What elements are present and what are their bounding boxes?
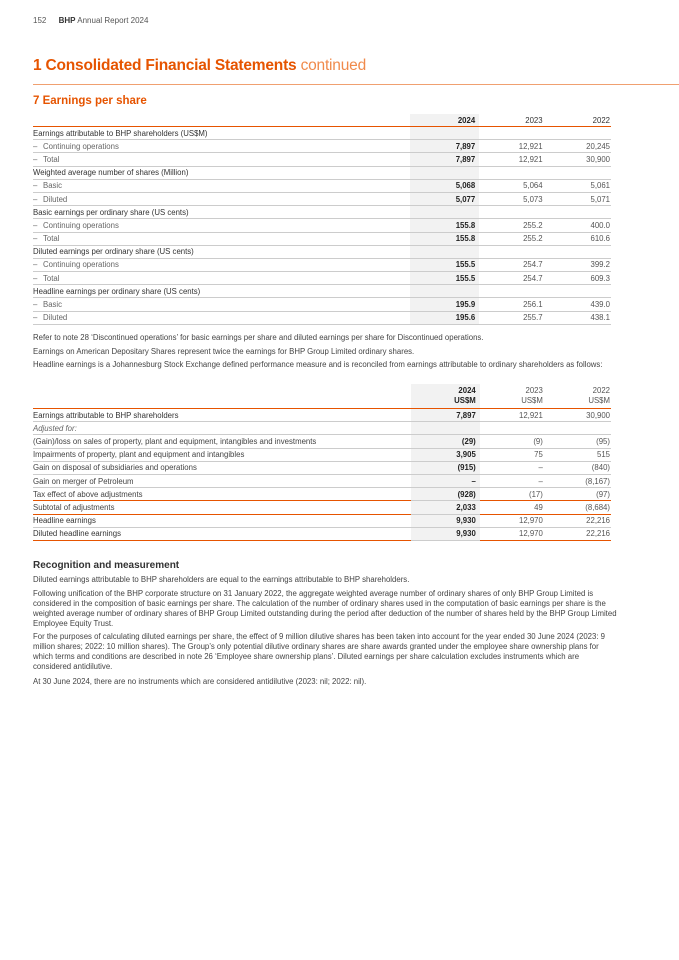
table-header-row — [33, 384, 611, 409]
table-row — [33, 298, 611, 311]
page-header — [33, 16, 148, 25]
table-row — [33, 127, 611, 140]
table-row — [33, 527, 611, 540]
table-row — [33, 192, 611, 205]
cell-value: (17) — [480, 488, 547, 501]
table-row — [33, 258, 611, 271]
cell-value: 20,245 — [547, 140, 611, 153]
row-label-text: Total — [43, 234, 60, 244]
cell-value: 7,897 — [411, 409, 480, 422]
table-header-row — [33, 114, 611, 127]
cell-value: (97) — [547, 488, 611, 501]
row-label — [33, 232, 410, 245]
row-label — [33, 272, 410, 285]
dash-marker: – — [33, 181, 38, 191]
cell-value — [547, 422, 611, 435]
cell-value: 12,970 — [480, 527, 547, 540]
section-continued: continued — [300, 57, 366, 74]
column-header-2022: 2022 — [547, 114, 611, 127]
dash-marker: – — [33, 313, 38, 323]
row-label: Earnings attributable to BHP shareholders (US$M) — [33, 127, 410, 140]
recognition-paragraph: Diluted earnings attributable to BHP shareholders are equal to the earnings attributable to BHP shareholders. — [33, 575, 410, 584]
row-label: (Gain)/loss on sales of property, plant and equipment, intangibles and investments — [33, 435, 411, 448]
cell-value: (915) — [411, 461, 480, 474]
row-label: Tax effect of above adjustments — [33, 488, 411, 501]
row-label: Impairments of property, plant and equipment and intangibles — [33, 448, 411, 461]
cell-value: 155.5 — [410, 258, 479, 271]
dash-marker: – — [33, 154, 38, 164]
cell-value: 155.5 — [410, 272, 479, 285]
cell-value — [547, 166, 611, 179]
cell-value — [410, 166, 479, 179]
table-row — [33, 311, 611, 324]
row-label: Basic earnings per ordinary share (US cents) — [33, 206, 410, 219]
cell-value: (8,684) — [547, 501, 611, 514]
row-label-text: Diluted — [43, 194, 68, 204]
row-label: Subtotal of adjustments — [33, 501, 411, 514]
table-row — [33, 153, 611, 166]
cell-value: 400.0 — [547, 219, 611, 232]
headline-earnings-table — [33, 384, 611, 541]
section-title — [33, 57, 366, 75]
cell-value: 610.6 — [547, 232, 611, 245]
cell-value — [547, 245, 611, 258]
column-header-2024: 2024 — [410, 114, 479, 127]
cell-value: – — [480, 461, 547, 474]
cell-value — [547, 127, 611, 140]
cell-value: 12,921 — [480, 409, 547, 422]
table-row — [33, 206, 611, 219]
cell-value — [410, 127, 479, 140]
row-label-text: Continuing operations — [43, 141, 119, 151]
cell-value: 515 — [547, 448, 611, 461]
dash-marker: – — [33, 220, 38, 230]
row-label — [33, 153, 410, 166]
row-label: Headline earnings — [33, 514, 411, 527]
cell-value: 30,900 — [547, 153, 611, 166]
cell-value — [479, 127, 546, 140]
table-row — [33, 285, 611, 298]
row-label — [33, 192, 410, 205]
cell-value: 5,073 — [479, 192, 546, 205]
table-row — [33, 166, 611, 179]
row-label — [33, 219, 410, 232]
cell-value: 5,064 — [479, 179, 546, 192]
table-row — [33, 435, 611, 448]
row-label — [33, 140, 410, 153]
row-label: Earnings attributable to BHP shareholders — [33, 409, 411, 422]
section-title-text: 1 Consolidated Financial Statements — [33, 57, 297, 74]
cell-value: – — [411, 474, 480, 487]
note-paragraph: Refer to note 28 ‘Discontinued operations’ for basic earnings per share and diluted earnings per share for Discontinued operations. — [33, 333, 484, 342]
eps-table — [33, 114, 611, 325]
row-label — [33, 179, 410, 192]
cell-value: 5,071 — [547, 192, 611, 205]
cell-value — [479, 166, 546, 179]
cell-value: 7,897 — [410, 140, 479, 153]
cell-value: 195.9 — [410, 298, 479, 311]
cell-value: 7,897 — [410, 153, 479, 166]
table-row — [33, 140, 611, 153]
cell-value: 49 — [480, 501, 547, 514]
cell-value: (928) — [411, 488, 480, 501]
cell-value — [547, 285, 611, 298]
column-header-2024: 2024 US$M — [411, 384, 480, 409]
cell-value: 155.8 — [410, 232, 479, 245]
cell-value: 255.2 — [479, 232, 546, 245]
cell-value: (9) — [480, 435, 547, 448]
note-paragraph: Earnings on American Depositary Shares represent twice the earnings for BHP Group Limited ordinary shares. — [33, 347, 415, 356]
page-number: 152 — [33, 16, 47, 25]
cell-value — [479, 245, 546, 258]
cell-value: 254.7 — [479, 272, 546, 285]
row-label: Adjusted for: — [33, 422, 411, 435]
cell-value — [480, 422, 547, 435]
cell-value: 5,068 — [410, 179, 479, 192]
cell-value: 255.2 — [479, 219, 546, 232]
dash-marker: – — [33, 234, 38, 244]
cell-value: 439.0 — [547, 298, 611, 311]
cell-value — [479, 285, 546, 298]
cell-value: 3,905 — [411, 448, 480, 461]
row-label-text: Basic — [43, 300, 63, 310]
row-label: Headline earnings per ordinary share (US cents) — [33, 285, 410, 298]
cell-value: 254.7 — [479, 258, 546, 271]
cell-value: 22,216 — [547, 514, 611, 527]
table-row — [33, 219, 611, 232]
recognition-heading: Recognition and measurement — [33, 560, 180, 571]
table-row — [33, 422, 611, 435]
cell-value: 438.1 — [547, 311, 611, 324]
table-row — [33, 448, 611, 461]
table-row — [33, 501, 611, 514]
row-label-text: Total — [43, 273, 60, 283]
table-row — [33, 272, 611, 285]
cell-value: 609.3 — [547, 272, 611, 285]
cell-value: 22,216 — [547, 527, 611, 540]
cell-value: 195.6 — [410, 311, 479, 324]
row-label-text: Continuing operations — [43, 220, 119, 230]
dash-marker: – — [33, 300, 38, 310]
cell-value: 12,921 — [479, 153, 546, 166]
table-row — [33, 514, 611, 527]
row-label: Gain on merger of Petroleum — [33, 474, 411, 487]
row-label-text: Basic — [43, 181, 63, 191]
row-label-text: Total — [43, 154, 60, 164]
cell-value: 12,921 — [479, 140, 546, 153]
report-name: Annual Report 2024 — [77, 16, 149, 25]
table-row — [33, 409, 611, 422]
note-paragraph: Headline earnings is a Johannesburg Stock Exchange defined performance measure and is reconciled from earnings attributable to ordinary shareholders as follows: — [33, 360, 603, 369]
cell-value: 2,033 — [411, 501, 480, 514]
title-divider — [33, 84, 679, 85]
cell-value: (29) — [411, 435, 480, 448]
table-row — [33, 245, 611, 258]
row-label — [33, 311, 410, 324]
brand-name: BHP — [58, 16, 76, 25]
cell-value — [411, 422, 480, 435]
cell-value: (95) — [547, 435, 611, 448]
cell-value: 155.8 — [410, 219, 479, 232]
row-label-text: Continuing operations — [43, 260, 119, 270]
row-label: Gain on disposal of subsidiaries and operations — [33, 461, 411, 474]
recognition-paragraph: For the purposes of calculating diluted earnings per share, the effect of 9 million dilutive shares has been taken into account for the year ended 30 June 2024 (2023: 9 million shares; 2022: 10 million shares). The Group’s only potential dilutive ordinary shares are share awards granted under the employee share ownership plans for which terms and conditions are described in note 26 ‘Employee share ownership plans’. Diluted earnings per share calculation excludes instruments which are considered antidilutive. — [33, 632, 605, 671]
column-header-2023: 2023 US$M — [480, 384, 547, 409]
cell-value: (8,167) — [547, 474, 611, 487]
table-row — [33, 488, 611, 501]
table-row — [33, 474, 611, 487]
row-label — [33, 298, 410, 311]
dash-marker: – — [33, 273, 38, 283]
cell-value — [410, 206, 479, 219]
row-label: Diluted headline earnings — [33, 527, 411, 540]
column-header-2023: 2023 — [479, 114, 546, 127]
cell-value: 5,061 — [547, 179, 611, 192]
table-row — [33, 461, 611, 474]
cell-value — [410, 245, 479, 258]
cell-value: 5,077 — [410, 192, 479, 205]
row-label — [33, 258, 410, 271]
dash-marker: – — [33, 194, 38, 204]
cell-value: 399.2 — [547, 258, 611, 271]
cell-value: 256.1 — [479, 298, 546, 311]
cell-value: 9,930 — [411, 527, 480, 540]
cell-value: 255.7 — [479, 311, 546, 324]
subsection-title: 7 Earnings per share — [33, 95, 147, 107]
cell-value: 9,930 — [411, 514, 480, 527]
table-row — [33, 179, 611, 192]
cell-value: 30,900 — [547, 409, 611, 422]
recognition-paragraph: Following unification of the BHP corporate structure on 31 January 2022, the aggregate weighted average number of ordinary shares of only BHP Group Limited is considered in the composition of basic earnings per share. The calculation of the number of ordinary shares used in the computation of basic earnings per share is the weighted average number of ordinary shares of BHP Group Limited outstanding during the period after deduction of the number of shares held by the BHP Group Limited Employee Equity Trust. — [33, 589, 617, 628]
dash-marker: – — [33, 260, 38, 270]
cell-value: 75 — [480, 448, 547, 461]
row-label-text: Diluted — [43, 313, 68, 323]
table-row — [33, 232, 611, 245]
cell-value — [410, 285, 479, 298]
dash-marker: – — [33, 141, 38, 151]
row-label: Diluted earnings per ordinary share (US cents) — [33, 245, 410, 258]
recognition-paragraph: At 30 June 2024, there are no instruments which are considered antidilutive (2023: nil; 2022: nil). — [33, 677, 367, 686]
cell-value: – — [480, 474, 547, 487]
column-header-2022: 2022 US$M — [547, 384, 611, 409]
cell-value: 12,970 — [480, 514, 547, 527]
cell-value — [547, 206, 611, 219]
row-label: Weighted average number of shares (Million) — [33, 166, 410, 179]
cell-value: (840) — [547, 461, 611, 474]
cell-value — [479, 206, 546, 219]
